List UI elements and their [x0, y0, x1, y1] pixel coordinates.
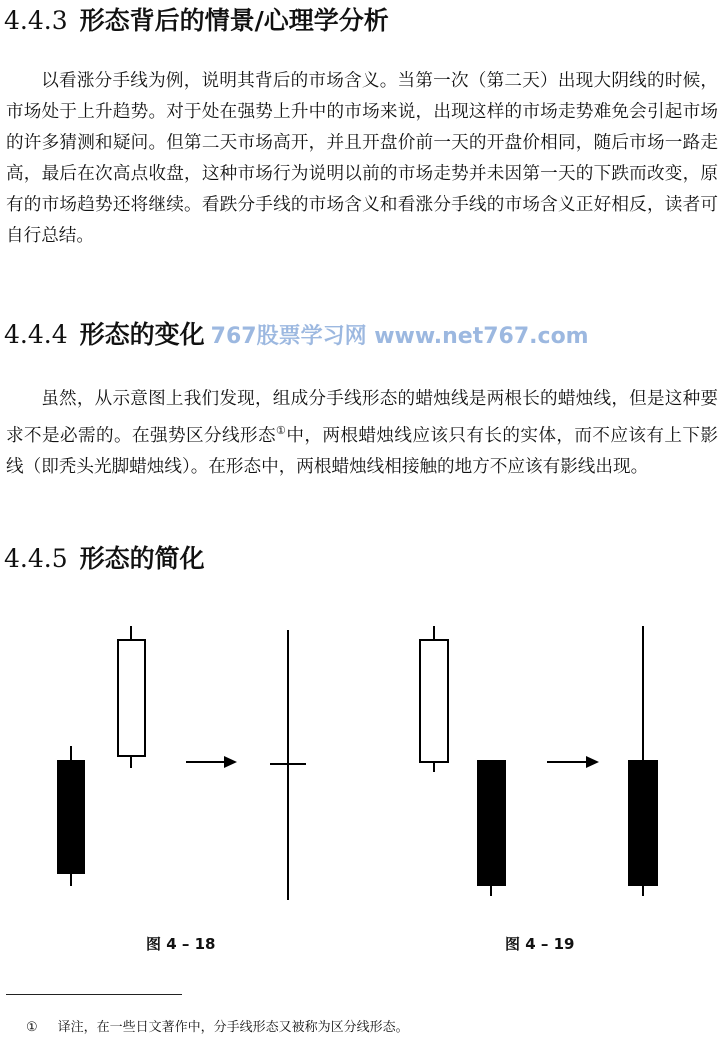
footnote-reference: ① — [276, 424, 287, 437]
section-heading-4-4-5 — [4, 544, 205, 574]
section-heading-4-4-3 — [4, 6, 389, 36]
footnote-mark: ① — [26, 1020, 38, 1035]
figure-4-19 — [360, 610, 720, 910]
section-title: 形态的变化 — [79, 320, 205, 349]
long-black-candlestick — [628, 626, 658, 896]
black-candlestick — [57, 746, 85, 886]
paragraph-text-a: 虽然，从示意图上我们发现，组成分手线形态的蜡烛线是两根长的蜡烛线，但是这种要求不是必需的。在强势区分线形态 — [6, 389, 718, 446]
footnote — [26, 1016, 409, 1035]
section-number: 4.4.4 — [4, 320, 68, 349]
paragraph-4-4-4 — [6, 384, 718, 483]
section-title: 形态背后的情景/心理学分析 — [79, 6, 389, 35]
footnote-text: 译注，在一些日文著作中，分手线形态又被称为区分线形态。 — [57, 1020, 409, 1035]
arrow-icon — [547, 756, 599, 768]
section-number: 4.4.5 — [4, 544, 68, 573]
watermark-text: 767股票学习网 www.net767.com — [210, 324, 589, 349]
figure-4-18 — [0, 610, 360, 910]
section-heading-4-4-4 — [4, 320, 589, 352]
arrow-icon — [186, 756, 237, 768]
white-candlestick — [420, 626, 448, 772]
section-number: 4.4.3 — [4, 6, 68, 35]
black-candlestick — [477, 760, 506, 896]
paragraph-text-b: 中，两根蜡烛线应该只有长的实体，而不应该有上下影线（即秃头光脚蜡烛线）。在形态中，两根蜡烛线相接触的地方不应该有影线出现。 — [6, 425, 718, 477]
figure-caption-4-18: 图 4 – 18 — [146, 935, 216, 953]
white-candlestick — [118, 626, 145, 768]
footnote-divider — [6, 994, 182, 995]
doji-candlestick — [270, 630, 306, 900]
paragraph-4-4-3: 以看涨分手线为例，说明其背后的市场含义。当第一次（第二天）出现大阴线的时候，市场处于上升趋势。对于处在强势上升中的市场来说，出现这样的市场走势难免会引起市场的许多猜测和疑问。但第二天市场高开，并且开盘价前一天的开盘价相同，随后市场一路走高，最后在次高点收盘，这种市场行为说明以前的市场走势并未因第一天的下跌而改变，原有的市场趋势还将继续。看跌分手线的市场含义和看涨分手线的市场含义正好相反，读者可自行总结。 — [6, 71, 718, 246]
figure-caption-4-19: 图 4 – 19 — [505, 935, 575, 953]
section-title: 形态的简化 — [79, 544, 205, 573]
